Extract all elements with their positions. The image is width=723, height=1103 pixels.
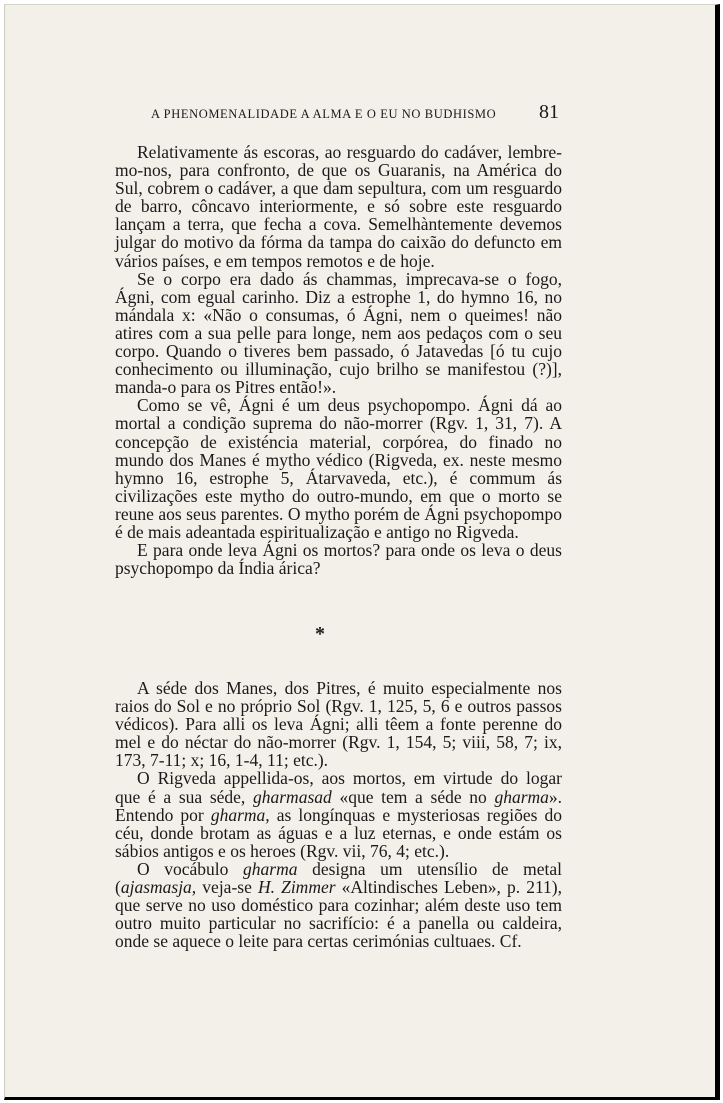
text-run: designa um utensílio de metal (	[115, 858, 562, 898]
italic-term: gharmasad	[253, 786, 332, 807]
text-run: as longínquas e mysteriosas regiões do céu, donde brotam as águas e a luz eternas, e onde estám os sábios antigos e os heroes (Rgv. vii, 76, 4; etc.).	[115, 804, 563, 861]
paragraph: E para onde leva Ágni os mortos? para onde os leva o deus psychopompo da Índia árica?	[115, 540, 562, 579]
text-run: veja-se	[202, 877, 252, 898]
text-run: ». Entendo por	[115, 786, 563, 825]
italic-term: ajasmasja,	[120, 877, 197, 898]
text-run: «Altindisches Leben», p. 211), que serve no uso doméstico para cozinhar; além deste uso tem outro muito particular no sacrifício: é a panella ou caldeira, onde se aquece o leite para certas cerimónias cultuaes. Cf.	[115, 877, 562, 952]
italic-term: gharma,	[210, 804, 270, 825]
running-title: A PHENOMENALIDADE A ALMA E O EU NO BUDHISMO	[151, 107, 497, 121]
section-separator: *	[315, 623, 325, 645]
page-number: 81	[539, 101, 559, 123]
paragraph: Relativamente ás escoras, ao resguardo do cadáver, lembre-mo-nos, para confronto, de que os Guaranis, na América do Sul, cobrem o cadáver, a que dam sepultura, com um resguardo de barro, côncavo interiormente, e só sobre este resguardo lançam a terra, que fecha a cova. Semelhàntemente devemos julgar do motivo da fórma da tampa do caixão do defuncto em vários países, e em tempos remotos e de hoje.	[115, 142, 562, 271]
section-2	[115, 679, 562, 950]
paragraph	[115, 769, 562, 859]
text-run: «que tem a séde no	[339, 786, 487, 807]
italic-author: H. Zimmer	[257, 877, 336, 898]
paragraph: Se o corpo era dado ás chammas, imprecava-se o fogo, Ágni, com egual carinho. Diz a estrophe 1, do hymno 16, no mándala x: «Não o consumas, ó Ágni, nem o queimes! não atires com a sua pelle para longe, nem aos pedaços com o seu corpo. Quando o tiveres bem passado, ó Jatavedas [ó tu cujo conhecimento ou illuminação, cujo brilho se manifestou (?)], manda-o para os Pitres então!».	[115, 268, 562, 398]
book-page	[4, 4, 720, 1100]
paragraph: A séde dos Manes, dos Pitres, é muito especialmente nos raios do Sol e no próprio Sol (Rgv. 1, 125, 5, 6 e outros passos védicos). Para alli os leva Ágni; alli têem a fonte perenne do mel e do néctar do não-morrer (Rgv. 1, 154, 5; viii, 58, 7; ix, 173, 7-11; x; 16, 1-4, 11; etc.).	[115, 678, 562, 771]
paragraph: Como se vê, Ágni é um deus psychopompo. Ágni dá ao mortal a condição suprema do não-morrer (Rgv. 1, 31, 7). A concepção de existéncia material, corpórea, do finado no mundo dos Manes é mytho védico (Rigveda, ex. neste mesmo hymno 16, estrophe 5, Átarvaveda, etc.), é commum ás civilizações este mytho do outro-mundo, em que o morto se reune aos seus parentes. O mytho porém de Ágni psychopompo é de mais adeantada espiritualização e antigo no Rigveda.	[115, 395, 562, 542]
text-run: O Rigveda appellida-os, aos mortos, em virtude do logar que é a sua séde,	[115, 768, 562, 807]
italic-term: gharma	[243, 858, 298, 879]
paragraph	[115, 860, 562, 950]
text-run: O vocábulo	[137, 858, 229, 879]
page-header	[5, 101, 715, 131]
italic-term: gharma	[494, 786, 549, 807]
section-1	[115, 143, 562, 577]
